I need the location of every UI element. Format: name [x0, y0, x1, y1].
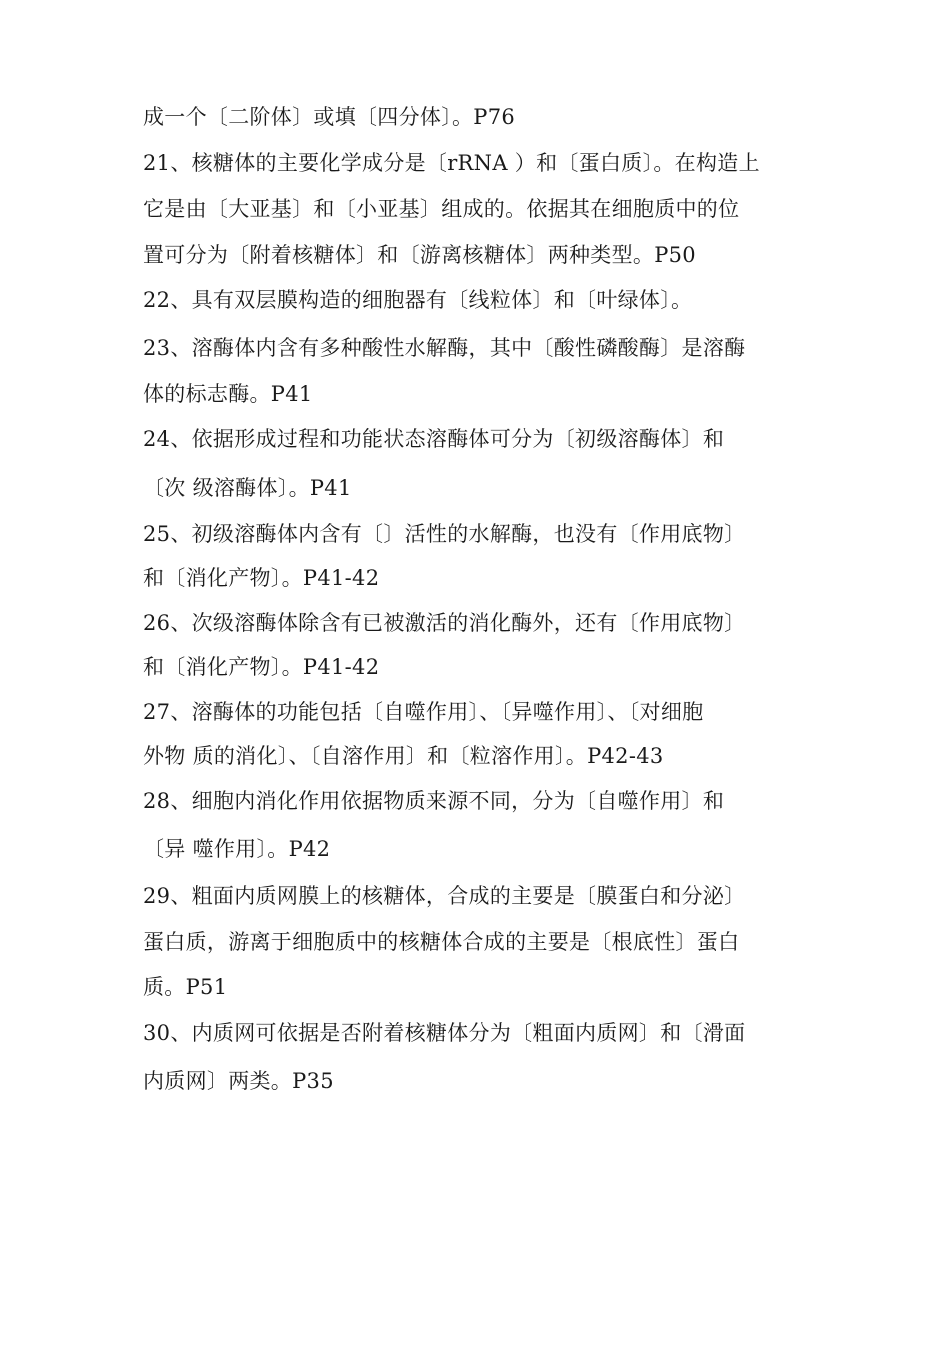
text-line-12: 26、次级溶酶体除含有已被激活的消化酶外，还有〔作用底物〕	[143, 611, 746, 635]
text-line-4: 置可分为〔附着核糖体〕和〔游离核糖体〕两种类型。P50	[143, 243, 696, 267]
text-line-16: 28、细胞内消化作用依据物质来源不同，分为〔自噬作用〕和	[143, 789, 725, 813]
text-line-1: 成一个〔二阶体〕或填〔四分体〕。P76	[143, 105, 516, 129]
text-line-18: 29、粗面内质网膜上的核糖体，合成的主要是〔膜蛋白和分泌〕	[143, 884, 746, 908]
text-line-22: 内质网〕两类。P35	[143, 1069, 334, 1093]
text-line-11: 和〔消化产物〕。P41-42	[143, 566, 380, 590]
text-line-17: 〔异 噬作用〕。P42	[143, 837, 331, 861]
text-line-9: 〔次 级溶酶体〕。P41	[143, 476, 352, 500]
text-line-5: 22、具有双层膜构造的细胞器有〔线粒体〕和〔叶绿体〕。	[143, 288, 693, 312]
text-line-15: 外物 质的消化〕、〔自溶作用〕和〔粒溶作用〕。P42-43	[143, 744, 664, 768]
text-line-13: 和〔消化产物〕。P41-42	[143, 655, 380, 679]
text-line-7: 体的标志酶。P41	[143, 382, 313, 406]
text-line-21: 30、内质网可依据是否附着核糖体分为〔粗面内质网〕和〔滑面	[143, 1021, 746, 1045]
text-line-10: 25、初级溶酶体内含有〔〕活性的水解酶，也没有〔作用底物〕	[143, 522, 746, 546]
text-line-2: 21、核糖体的主要化学成分是〔rRNA ）和〔蛋白质〕。在构造上	[143, 151, 760, 175]
text-line-20: 质。P51	[143, 975, 228, 999]
text-line-14: 27、溶酶体的功能包括〔自噬作用〕、〔异噬作用〕、〔对细胞	[143, 700, 704, 724]
text-line-3: 它是由〔大亚基〕和〔小亚基〕组成的。依据其在细胞质中的位	[143, 197, 740, 221]
text-line-8: 24、依据形成过程和功能状态溶酶体可分为〔初级溶酶体〕和	[143, 427, 725, 451]
text-line-6: 23、溶酶体内含有多种酸性水解酶，其中〔酸性磷酸酶〕是溶酶	[143, 336, 746, 360]
text-line-19: 蛋白质，游离于细胞质中的核糖体合成的主要是〔根底性〕蛋白	[143, 930, 740, 954]
